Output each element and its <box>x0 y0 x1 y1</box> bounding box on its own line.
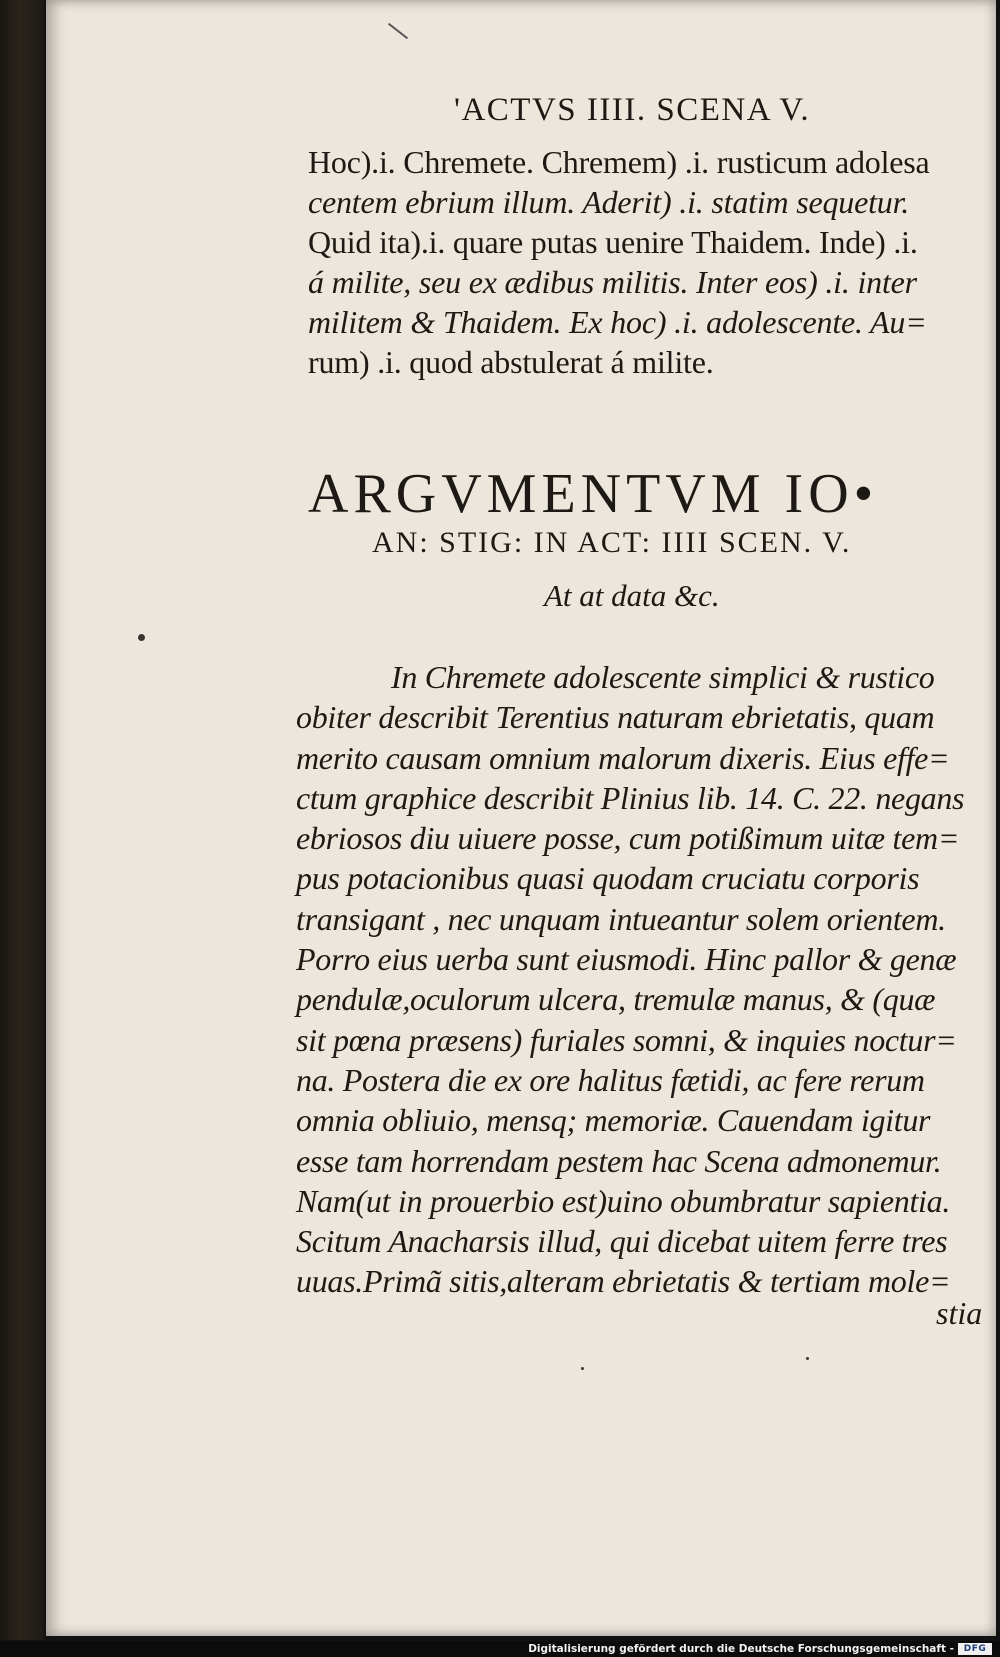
body-line: esse tam horrendam pestem hac Scena admonemur. <box>296 1142 942 1179</box>
body-line: pus potacionibus quasi quodam cruciatu corporis <box>296 860 920 897</box>
body-line: na. Postera die ex ore halitus fætidi, ac fere rerum <box>296 1061 925 1098</box>
gloss-line: Quid ita).i. quare putas uenire Thaidem. Inde) .i. <box>308 224 918 260</box>
gloss-line: militem & Thaidem. Ex hoc) .i. adolescente. Au= <box>308 304 927 340</box>
body-line: Scitum Anacharsis illud, qui dicebat uitem ferre tres <box>296 1223 948 1260</box>
catchword: stia <box>936 1295 983 1331</box>
ink-mark <box>388 23 408 39</box>
paper-speck <box>138 634 145 641</box>
body-line: uuas.Primã sitis,alteram ebrietatis & tertiam mole= <box>296 1263 951 1300</box>
paper-speck <box>581 1367 584 1370</box>
body-line: ebriosos diu uiuere posse, cum potißimum uitæ tem= <box>296 820 960 857</box>
body-line: omnia obliuio, mensq; memoriæ. Cauendam igitur <box>296 1102 931 1139</box>
book-page <box>46 0 996 1636</box>
running-head: 'ACTVS IIII. SCENA V. <box>454 92 811 128</box>
argument-title: ARGVMENTVM IO• <box>308 463 879 525</box>
body-line: sit pœna præsens) furiales somni, & inquies noctur= <box>296 1021 957 1058</box>
body-line: transigant , nec unquam intueantur solem orientem. <box>296 900 946 937</box>
gloss-line: centem ebrium illum. Aderit) .i. statim sequetur. <box>308 184 910 220</box>
incipit: At at data &c. <box>544 578 720 613</box>
body-line: ctum graphice describit Plinius lib. 14. C. 22. negans <box>296 779 965 816</box>
gloss-line: á milite, seu ex ædibus militis. Inter eos) .i. inter <box>308 264 917 300</box>
body-line: Nam(ut in prouerbio est)uino obumbratur sapientia. <box>296 1182 951 1219</box>
argument-subtitle: AN: STIG: IN ACT: IIII SCEN. V. <box>372 526 852 559</box>
body-line: Porro eius uerba sunt eiusmodi. Hinc pallor & genæ <box>296 941 957 978</box>
gloss-line: Hoc).i. Chremete. Chremem) .i. rusticum adolesa <box>308 144 930 180</box>
footer-credit: Digitalisierung gefördert durch die Deutsche Forschungsgemeinschaft - <box>528 1643 954 1655</box>
body-line: merito causam omnium malorum dixeris. Eius effe= <box>296 739 950 776</box>
argument-body <box>296 657 996 1302</box>
digitization-footer <box>0 1641 1000 1657</box>
body-line: In Chremete adolescente simplici & rustico <box>391 659 935 695</box>
gloss-line: rum) .i. quod abstulerat á milite. <box>308 344 714 380</box>
gloss-block <box>308 142 988 382</box>
body-line: obiter describit Terentius naturam ebrietatis, quam <box>296 699 935 736</box>
paper-speck <box>806 1357 809 1360</box>
dfg-logo-icon: DFG <box>958 1643 992 1655</box>
body-line: pendulæ,oculorum ulcera, tremulæ manus, & (quæ <box>296 981 936 1018</box>
